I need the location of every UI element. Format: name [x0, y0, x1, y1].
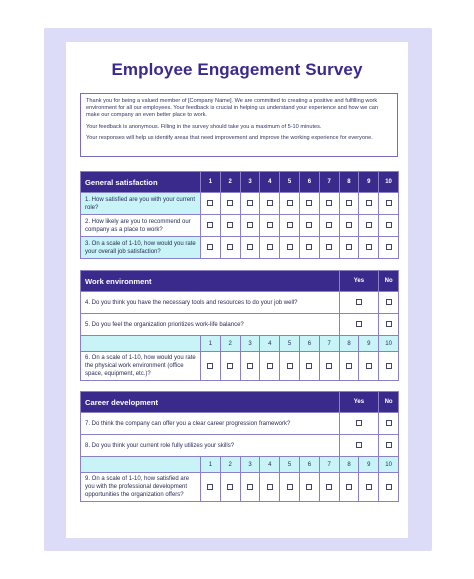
question-row: [81, 413, 399, 435]
scale-number: 3: [240, 172, 260, 193]
rating-checkbox[interactable]: [207, 484, 213, 490]
rating-checkbox[interactable]: [306, 244, 312, 250]
question-row: [81, 292, 399, 314]
scale-number: 5: [280, 172, 300, 193]
section-title: Career development: [81, 392, 340, 413]
rating-checkbox[interactable]: [386, 200, 392, 206]
question-row: [81, 435, 399, 457]
question-row: [81, 237, 399, 259]
yes-header: Yes: [339, 271, 379, 292]
scale-number: 3: [240, 336, 260, 352]
scale-number: 6: [299, 172, 319, 193]
question-row: [81, 215, 399, 237]
rating-checkbox[interactable]: [326, 200, 332, 206]
rating-checkbox[interactable]: [306, 484, 312, 490]
scale-number: 9: [359, 172, 379, 193]
scale-number: 8: [339, 172, 359, 193]
intro-paragraph: Thank you for being a valued member of [Company Name]. We are committed to creating a positive and fulfilling work environment for all our employees. Your feedback is crucial in helping us understand your experience and how we can make our company an even better place to work.: [86, 98, 378, 119]
scale-number: 8: [339, 336, 359, 352]
scale-number: 1: [201, 336, 221, 352]
rating-checkbox[interactable]: [207, 244, 213, 250]
rating-checkbox[interactable]: [326, 222, 332, 228]
rating-checkbox[interactable]: [267, 484, 273, 490]
no-checkbox[interactable]: [386, 442, 392, 448]
rating-checkbox[interactable]: [267, 200, 273, 206]
scale-number: 6: [299, 457, 319, 473]
intro-paragraph: Your feedback is anonymous. Filling in the survey should take you a maximum of 5-10 minutes.: [86, 123, 322, 130]
rating-checkbox[interactable]: [386, 363, 392, 369]
intro-paragraph: Your responses will help us identify areas that need improvement and improve the working experience for everyone.: [86, 134, 373, 141]
scale-number: 2: [220, 336, 240, 352]
question-row: [81, 473, 399, 502]
scale-number: 2: [220, 172, 240, 193]
question-text: 3. On a scale of 1-10, how would you rate your overall job satisfaction?: [81, 237, 201, 259]
scale-number: 10: [379, 457, 399, 473]
scale-row: [81, 457, 399, 473]
scale-number: 8: [339, 457, 359, 473]
rating-checkbox[interactable]: [287, 363, 293, 369]
section-header-row: [81, 392, 399, 413]
rating-checkbox[interactable]: [366, 222, 372, 228]
rating-checkbox[interactable]: [207, 363, 213, 369]
rating-checkbox[interactable]: [366, 244, 372, 250]
question-text: 1. How satisfied are you with your current role?: [81, 193, 201, 215]
question-row: [81, 193, 399, 215]
yes-checkbox[interactable]: [356, 442, 362, 448]
rating-checkbox[interactable]: [247, 363, 253, 369]
scale-number: 5: [280, 457, 300, 473]
no-header: No: [379, 392, 399, 413]
scale-number: 7: [319, 457, 339, 473]
rating-checkbox[interactable]: [346, 200, 352, 206]
yes-checkbox[interactable]: [356, 420, 362, 426]
rating-checkbox[interactable]: [287, 244, 293, 250]
scale-number: 1: [201, 172, 221, 193]
no-checkbox[interactable]: [386, 420, 392, 426]
work-environment-table: [80, 270, 399, 381]
scale-number: 4: [260, 172, 280, 193]
rating-checkbox[interactable]: [366, 363, 372, 369]
rating-checkbox[interactable]: [346, 222, 352, 228]
scale-number: 1: [201, 457, 221, 473]
rating-checkbox[interactable]: [227, 363, 233, 369]
section-title: Work environment: [81, 271, 340, 292]
rating-checkbox[interactable]: [207, 200, 213, 206]
scale-number: 9: [359, 457, 379, 473]
question-row: [81, 352, 399, 381]
rating-checkbox[interactable]: [287, 484, 293, 490]
rating-checkbox[interactable]: [247, 244, 253, 250]
scale-number: 5: [280, 336, 300, 352]
rating-checkbox[interactable]: [207, 222, 213, 228]
rating-checkbox[interactable]: [287, 222, 293, 228]
rating-checkbox[interactable]: [326, 244, 332, 250]
no-checkbox[interactable]: [386, 321, 392, 327]
question-text: 9. On a scale of 1-10, how satisfied are you with the professional development opportunities the organization offers?: [81, 473, 201, 502]
rating-checkbox[interactable]: [267, 244, 273, 250]
question-text: 7. Do think the company can offer you a clear career progression framework?: [81, 413, 340, 435]
rating-checkbox[interactable]: [227, 484, 233, 490]
rating-checkbox[interactable]: [227, 200, 233, 206]
scale-number: 7: [319, 336, 339, 352]
question-text: 5. Do you feel the organization prioritizes work-life balance?: [81, 314, 340, 336]
scale-number: 7: [319, 172, 339, 193]
survey-page: [66, 42, 408, 538]
yes-checkbox[interactable]: [356, 299, 362, 305]
intro-box: [80, 93, 398, 157]
rating-checkbox[interactable]: [247, 484, 253, 490]
scale-number: 10: [379, 172, 399, 193]
scale-number: 9: [359, 336, 379, 352]
rating-checkbox[interactable]: [267, 363, 273, 369]
rating-checkbox[interactable]: [386, 222, 392, 228]
scale-row: [81, 336, 399, 352]
rating-checkbox[interactable]: [306, 363, 312, 369]
rating-checkbox[interactable]: [306, 200, 312, 206]
scale-number: 10: [379, 336, 399, 352]
rating-checkbox[interactable]: [366, 484, 372, 490]
question-text: 6. On a scale of 1-10, how would you rate the physical work environment (office space, equipment, etc.)?: [81, 352, 201, 381]
section-title: General satisfaction: [81, 172, 201, 193]
rating-checkbox[interactable]: [346, 244, 352, 250]
career-development-table: [80, 391, 399, 502]
rating-checkbox[interactable]: [227, 222, 233, 228]
rating-checkbox[interactable]: [386, 484, 392, 490]
yes-checkbox[interactable]: [356, 321, 362, 327]
no-header: No: [379, 271, 399, 292]
no-checkbox[interactable]: [386, 299, 392, 305]
rating-checkbox[interactable]: [306, 222, 312, 228]
rating-checkbox[interactable]: [247, 222, 253, 228]
rating-checkbox[interactable]: [287, 200, 293, 206]
rating-checkbox[interactable]: [326, 484, 332, 490]
question-text: 2. How likely are you to recommend our company as a place to work?: [81, 215, 201, 237]
scale-number: 4: [260, 336, 280, 352]
question-text: 8. Do you think your current role fully utilizes your skills?: [81, 435, 340, 457]
section-header-row: [81, 271, 399, 292]
scale-number: 3: [240, 457, 260, 473]
rating-checkbox[interactable]: [247, 200, 253, 206]
general-satisfaction-table: [80, 171, 399, 259]
question-text: 4. Do you think you have the necessary tools and resources to do your job well?: [81, 292, 340, 314]
scale-number: 6: [299, 336, 319, 352]
scale-number: 4: [260, 457, 280, 473]
rating-checkbox[interactable]: [366, 200, 372, 206]
rating-checkbox[interactable]: [326, 363, 332, 369]
question-row: [81, 314, 399, 336]
scale-number: 2: [220, 457, 240, 473]
rating-checkbox[interactable]: [346, 363, 352, 369]
rating-checkbox[interactable]: [386, 244, 392, 250]
yes-header: Yes: [339, 392, 379, 413]
section-header-row: [81, 172, 399, 193]
rating-checkbox[interactable]: [346, 484, 352, 490]
survey-title: Employee Engagement Survey: [111, 60, 363, 79]
rating-checkbox[interactable]: [267, 222, 273, 228]
rating-checkbox[interactable]: [227, 244, 233, 250]
